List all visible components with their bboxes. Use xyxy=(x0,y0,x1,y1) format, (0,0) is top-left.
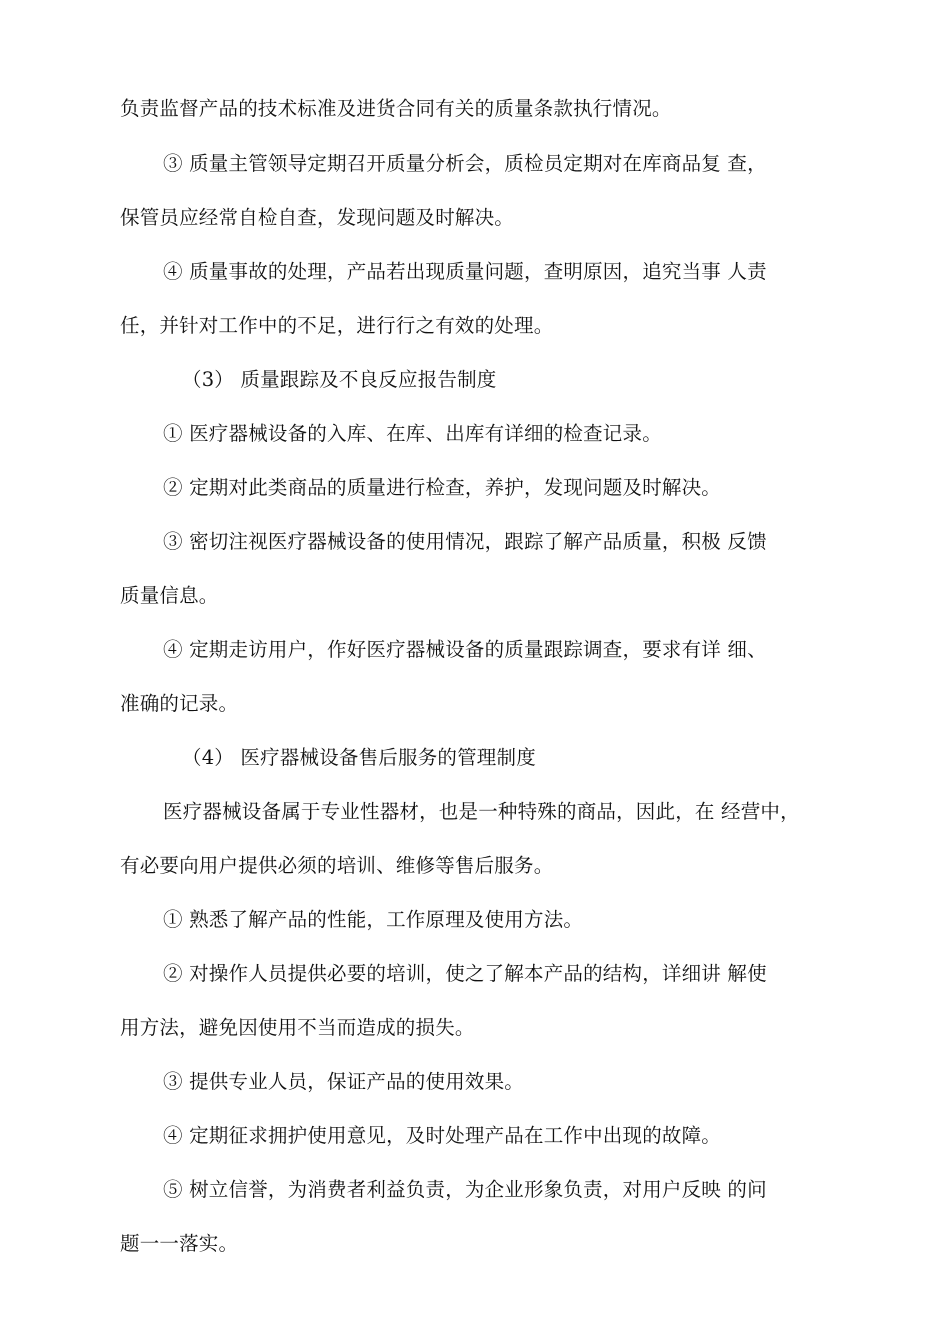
text-line: ① 医疗器械设备的入库、在库、出库有详细的检查记录。 xyxy=(163,422,662,445)
text-line: ② 对操作人员提供必要的培训，使之了解本产品的结构，详细讲 解使 xyxy=(163,962,767,985)
text-line: ④ 质量事故的处理，产品若出现质量问题，查明原因，追究当事 人责 xyxy=(163,260,767,283)
text-line: 任，并针对工作中的不足，进行行之有效的处理。 xyxy=(120,314,554,337)
text-line: 医疗器械设备属于专业性器材，也是一种特殊的商品，因此，在 经营中， xyxy=(163,800,800,823)
section-heading: （3） 质量跟踪及不良反应报告制度 xyxy=(182,368,497,391)
text-line: ① 熟悉了解产品的性能，工作原理及使用方法。 xyxy=(163,908,584,931)
text-line: ② 定期对此类商品的质量进行检查，养护，发现问题及时解决。 xyxy=(163,476,721,499)
text-line: 保管员应经常自检自查，发现问题及时解决。 xyxy=(120,206,515,229)
section-heading: （4） 医疗器械设备售后服务的管理制度 xyxy=(182,746,536,769)
text-line: ③ 提供专业人员，保证产品的使用效果。 xyxy=(163,1070,524,1093)
text-line: ④ 定期征求拥护使用意见，及时处理产品在工作中出现的故障。 xyxy=(163,1124,721,1147)
text-line: ⑤ 树立信誉，为消费者利益负责，为企业形象负责，对用户反映 的问 xyxy=(163,1178,767,1201)
text-line: ④ 定期走访用户，作好医疗器械设备的质量跟踪调查，要求有详 细、 xyxy=(163,638,767,661)
text-line: ③ 质量主管领导定期召开质量分析会，质检员定期对在库商品复 查， xyxy=(163,152,767,175)
text-line: 有必要向用户提供必须的培训、维修等售后服务。 xyxy=(120,854,554,877)
text-line: 准确的记录。 xyxy=(120,692,239,715)
text-line: 负责监督产品的技术标准及进货合同有关的质量条款执行情况。 xyxy=(120,97,672,120)
text-line: 用方法，避免因使用不当而造成的损失。 xyxy=(120,1016,475,1039)
text-line: 题一一落实。 xyxy=(120,1232,239,1255)
text-line: ③ 密切注视医疗器械设备的使用情况，跟踪了解产品质量，积极 反馈 xyxy=(163,530,767,553)
text-line: 质量信息。 xyxy=(120,584,219,607)
